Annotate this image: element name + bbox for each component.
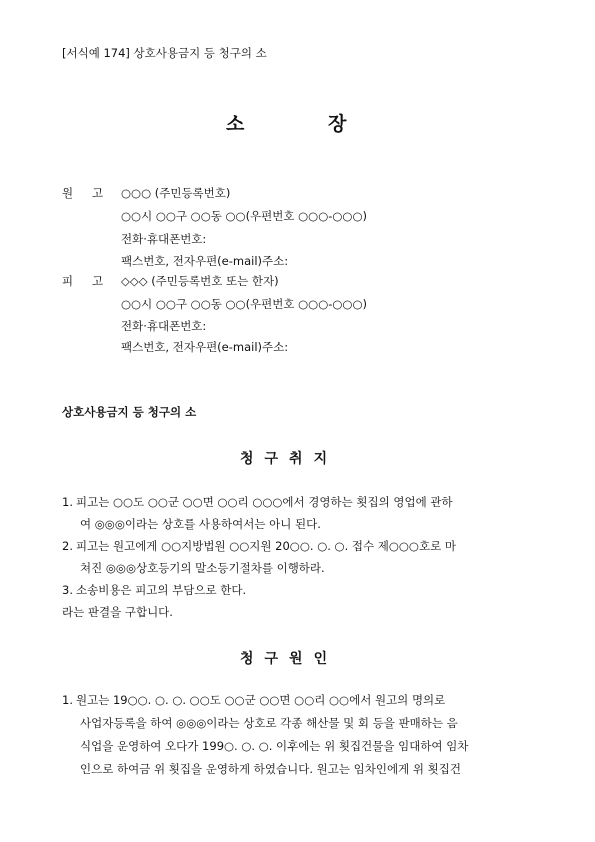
claim-cause-item-1-num: 1. [62, 693, 73, 707]
defendant-fax-email: 팩스번호, 전자우편(e-mail)주소: [121, 340, 289, 354]
claim-purpose-item-2-line-2: 쳐진 ◎◎◎상호등기의 말소등기절차를 이행하라. [80, 561, 325, 575]
claim-cause-item-1-line-2: 사업자등록을 하여 ◎◎◎이라는 상호로 각종 해산물 및 회 등을 판매하는 음 [80, 716, 458, 730]
document-title-char-1: 소 [226, 113, 245, 135]
claim-cause-item-1-line-4: 인으로 하여금 위 횟집을 운영하게 하였습니다. 원고는 임차인에게 위 횟집건 [80, 762, 461, 776]
claim-purpose-heading: 청구취지 [240, 451, 339, 467]
claim-purpose-item-3-line-1: 소송비용은 피고의 부담으로 한다. [76, 583, 247, 597]
claim-purpose-item-1-num: 1. [62, 495, 73, 509]
defendant-label-char-1: 피 [62, 274, 74, 288]
claim-purpose-item-2-line-1: 피고는 원고에게 ○○지방법원 ○○지원 20○○. ○. ○. 접수 제○○○호로 마 [76, 539, 456, 553]
claim-purpose-item-1-line-2: 여 ◎◎◎이라는 상호를 사용하여서는 아니 된다. [80, 517, 321, 531]
plaintiff-label [62, 186, 103, 200]
plaintiff-fax-email: 팩스번호, 전자우편(e-mail)주소: [121, 254, 289, 268]
plaintiff-phone: 전화·휴대폰번호: [121, 232, 207, 246]
claim-purpose-item-2-num: 2. [62, 539, 73, 553]
defendant-label [62, 274, 103, 288]
defendant-address: ○○시 ○○구 ○○동 ○○(우편번호 ○○○-○○○) [121, 297, 367, 311]
defendant-name: ◇◇◇ (주민등록번호 또는 한자) [121, 274, 279, 288]
plaintiff-label-char-2: 고 [92, 186, 104, 200]
claim-cause-heading: 청구원인 [240, 651, 339, 667]
form-title: [서식예 174] 상호사용금지 등 청구의 소 [62, 46, 267, 60]
claim-purpose-item-3-num: 3. [62, 583, 73, 597]
case-name: 상호사용금지 등 청구의 소 [62, 405, 197, 419]
claim-purpose-item-1-line-1: 피고는 ○○도 ○○군 ○○면 ○○리 ○○○에서 경영하는 횟집의 영업에 관하 [76, 495, 453, 509]
defendant-label-char-2: 고 [92, 274, 104, 288]
claim-cause-item-1-line-3: 식업을 운영하여 오다가 199○. ○. ○. 이후에는 위 횟집건물을 임대하여 임차 [80, 739, 469, 753]
defendant-phone: 전화·휴대폰번호: [121, 319, 207, 333]
plaintiff-name: ○○○ (주민등록번호) [121, 186, 231, 200]
document-title-char-2: 장 [328, 113, 347, 135]
plaintiff-label-char-1: 원 [62, 186, 74, 200]
claim-purpose-closing: 라는 판결을 구합니다. [62, 605, 173, 619]
claim-cause-item-1-line-1: 원고는 19○○. ○. ○. ○○도 ○○군 ○○면 ○○리 ○○에서 원고의 명의로 [76, 693, 446, 707]
plaintiff-address: ○○시 ○○구 ○○동 ○○(우편번호 ○○○-○○○) [121, 209, 367, 223]
